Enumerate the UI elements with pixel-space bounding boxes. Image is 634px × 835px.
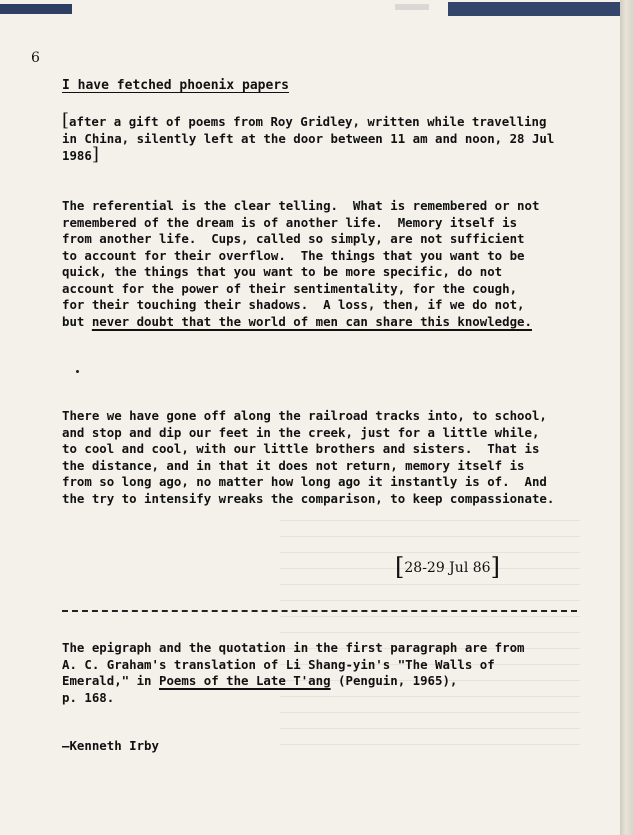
note-line-2: A. C. Graham's translation of Li Shang-yin's "The Walls of — [62, 656, 495, 672]
p1-line-6: account for the power of their sentimentality, for the cough, — [62, 280, 518, 296]
close-bracket: ] — [91, 144, 99, 165]
p1-line-8-prefix: but — [62, 313, 92, 329]
p1-line-3: from another life. Cups, called so simply, are not sufficient — [62, 231, 525, 246]
source-note — [62, 640, 525, 706]
note-line-1: The epigraph and the quotation in the first paragraph are from — [62, 640, 525, 655]
p1-line-2: remembered of the dream is of another life. Memory itself is — [62, 214, 518, 230]
top-binding-strip-left — [0, 4, 72, 14]
date-close-bracket: ] — [490, 553, 500, 581]
stray-mark — [76, 370, 79, 373]
p1-line-5: quick, the things that you want to be more specific, do not — [62, 264, 503, 279]
paragraph-1 — [62, 198, 539, 330]
p1-line-4: to account for their overflow. The things that you want to be — [62, 247, 525, 263]
epigraph — [62, 110, 555, 165]
note-line-4: p. 168. — [62, 689, 115, 705]
epigraph-line-3: 1986 — [62, 148, 92, 163]
p1-line-7: for their touching their shadows. A loss, then, if we do not, — [62, 297, 525, 312]
dashed-divider — [62, 610, 577, 612]
p2-line-4: the distance, and in that it does not return, memory itself is — [62, 457, 525, 473]
p2-line-2: and stop and dip our feet in the creek, just for a little while, — [62, 424, 540, 440]
date-open-bracket: [ — [395, 553, 405, 581]
paragraph-2 — [62, 408, 554, 507]
page-edge — [620, 0, 634, 835]
date-text: 28-29 Jul 86 — [404, 560, 491, 576]
composition-date — [395, 553, 500, 581]
p1-underlined-quote: never doubt that the world of men can share this knowledge. — [91, 313, 532, 329]
top-binding-strip-right — [448, 2, 624, 16]
poem-title: I have fetched phoenix papers — [62, 78, 289, 93]
author-signature: —Kenneth Irby — [62, 738, 159, 753]
open-bracket: [ — [62, 110, 70, 131]
p2-line-5: from so long ago, no matter how long ago it instantly is of. And — [62, 474, 547, 489]
p2-line-3: to cool and cool, with our little brothers and sisters. That is — [62, 441, 540, 456]
note-book-title: Poems of the Late T'ang — [158, 673, 331, 688]
p1-line-1: The referential is the clear telling. What is remembered or not — [62, 198, 540, 213]
note-line-3-prefix: Emerald," in — [62, 673, 159, 688]
p2-line-6: the try to intensify wreaks the comparison, to keep compassionate. — [62, 490, 555, 506]
epigraph-line-2: in China, silently left at the door between 11 am and noon, 28 Jul — [62, 130, 555, 146]
page-number: 6 — [31, 50, 40, 66]
top-paper-scrap — [395, 4, 429, 10]
epigraph-line-1: after a gift of poems from Roy Gridley, written while travelling — [69, 114, 547, 129]
note-line-3-suffix: (Penguin, 1965), — [330, 673, 458, 688]
p2-line-1: There we have gone off along the railroad tracks into, to school, — [62, 408, 547, 423]
